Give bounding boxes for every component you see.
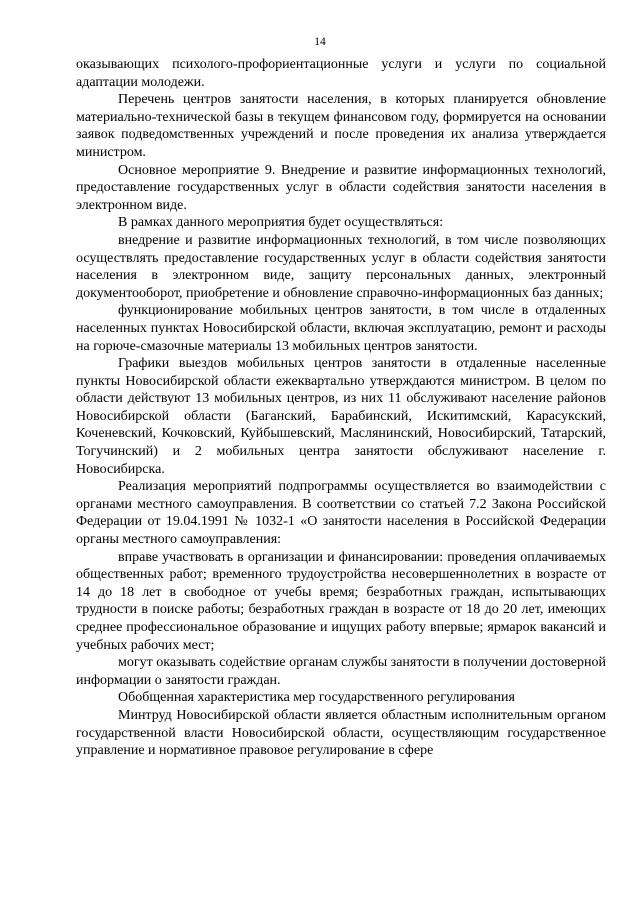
page-number: 14 (314, 36, 326, 48)
paragraph-local-government: Реализация мероприятий подпрограммы осуществляется во взаимодействии с органами местного самоуправления. В соответствии со статьей 7.2 Закона Российской Федерации от 19.04.1991 № 1032-1 «О занятости населения в Российской Федерации органы местного самоуправления: (76, 479, 606, 548)
paragraph-continuation: оказывающих психолого-профориентационные услуги и услуги по социальной адаптации молодежи. (76, 57, 606, 90)
section-heading: Обобщенная характеристика мер государственного регулирования (118, 690, 515, 706)
paragraph-rights: вправе участвовать в организации и финансировании: проведения оплачиваемых общественных работ; временного трудоустройства несовершеннолетних в возрасте от 14 до 18 лет в свободное от учебы время; безработных граждан, испытывающих трудности в поиске работы; безработных граждан в возрасте от 18 до 20 лет, имеющих среднее профессиональное образование и ищущих работу впервые; ярмарок вакансий и учебных рабочих мест; (76, 549, 606, 653)
paragraph-mobile-centers: функционирование мобильных центров занятости, в том числе в отдаленных населенных пунктах Новосибирской области, включая эксплуатацию, ремонт и расходы на горюче-смазочные материалы 13 мобильных центров занятости. (76, 303, 606, 354)
paragraph-assistance: могут оказывать содействие органам службы занятости в получении достоверной информации о занятости граждан. (76, 655, 606, 688)
paragraph-visit-schedules: Графики выездов мобильных центров занятости в отдаленные населенные пункты Новосибирской области ежеквартально утверждаются министром. В целом по области действуют 13 мобильных центров, из них 11 обслуживают население районов Новосибирской области (Баганский, Барабинский, Искитимский, Карасукский, Коченевский, Кочковский, Куйбышевский, Маслянинский, Новосибирский, Татарский, Тогучинский) и 2 мобильных центра занятости обслуживают население г. Новосибирска. (76, 356, 606, 477)
paragraph-mintrud: Минтруд Новосибирской области является областным исполнительным органом государственной власти Новосибирской области, осуществляющим государственное управление и нормативное правовое регулирование в сфере (76, 707, 606, 759)
paragraph-main-activity-9: Основное мероприятие 9. Внедрение и развитие информационных технологий, предоставление государственных услуг в области содействия занятости населения в электронном виде. (76, 162, 606, 213)
paragraph-it-development: внедрение и развитие информационных технологий, в том числе позволяющих осуществлять предоставление государственных услуг в области содействия занятости населения в электронном виде, защиту персональных данных, электронный документооборот, приобретение и обновление справочно-информационных баз данных; (76, 232, 606, 301)
body-text (76, 56, 606, 760)
paragraph-activity-scope: В рамках данного мероприятия будет осуществляться: (118, 215, 444, 231)
paragraph-centers-list: Перечень центров занятости населения, в которых планируется обновление материально-технической базы в текущем финансовом году, формируется на основании заявок подведомственных учреждений и после проведения их анализа утверждается министром. (76, 92, 606, 160)
